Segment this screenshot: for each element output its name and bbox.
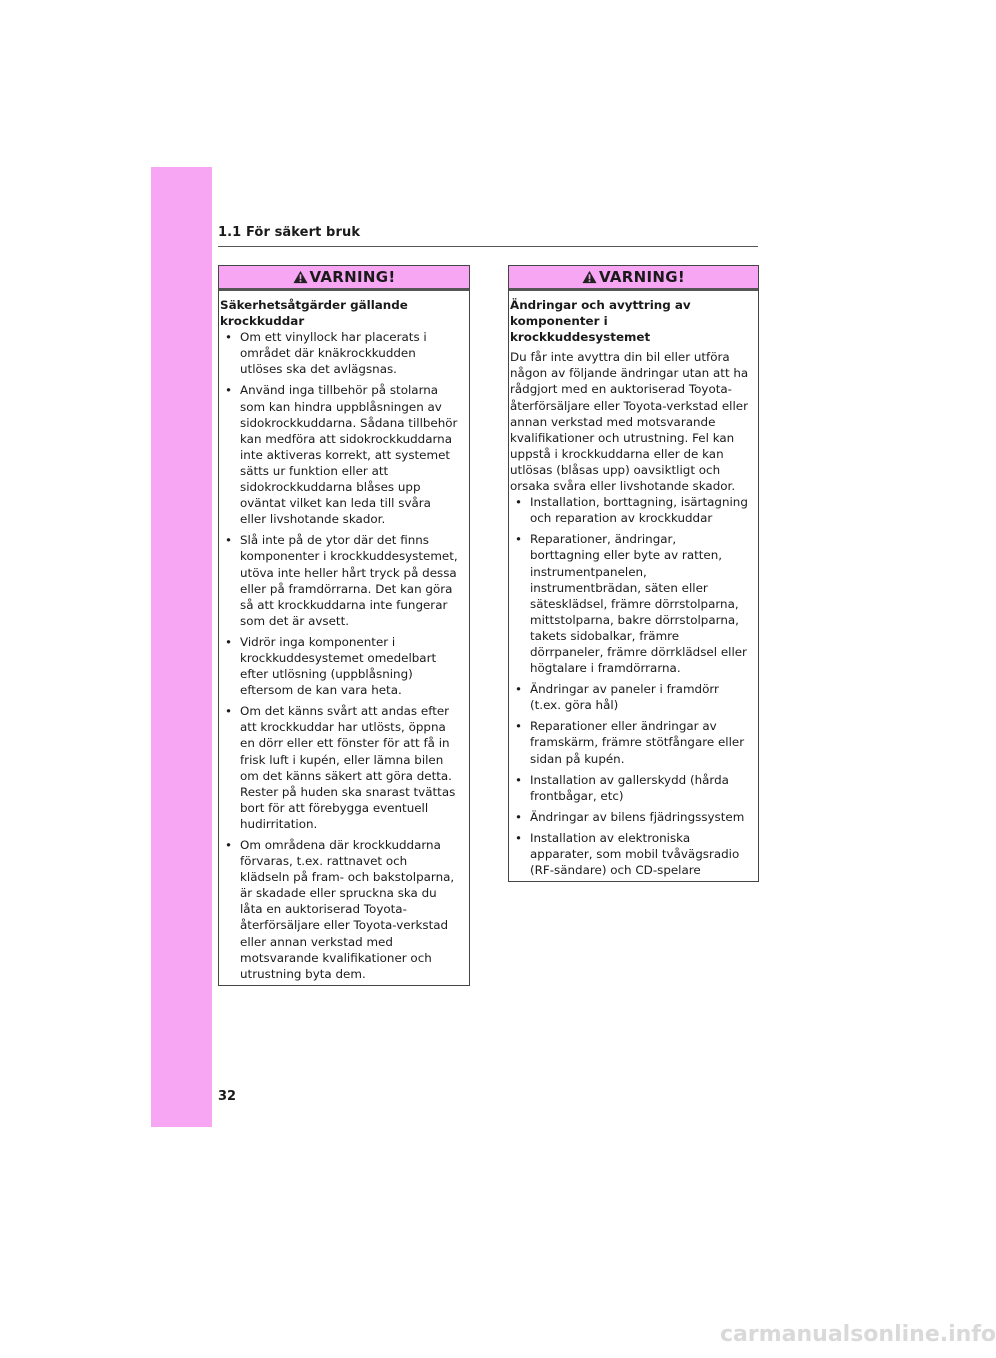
watermark-text: carmanualsonline.info xyxy=(720,1322,996,1347)
warning-bullet-list xyxy=(220,329,460,982)
list-item: • Om ett vinyllock har placerats i området där knäkrockkudden utlöses ska det avlägsnas. xyxy=(220,329,460,377)
warning-heading: Säkerhetsåtgärder gällande krockkuddar xyxy=(220,298,408,329)
warning-heading: Ändringar och avyttring av komponenter i krockkuddesystemet xyxy=(510,298,691,345)
left-warning-box xyxy=(218,265,470,986)
list-item: • Ändringar av paneler i framdörr (t.ex. göra hål) xyxy=(510,681,749,713)
warning-label: VARNING! xyxy=(309,268,396,286)
warning-triangle-icon xyxy=(293,270,308,284)
page-number: 32 xyxy=(218,1089,237,1104)
list-item: • Ändringar av bilens fjädringssystem xyxy=(510,809,749,825)
page-header xyxy=(218,224,758,247)
list-item: • Om det känns svårt att andas efter att krockkuddar har utlösts, öppna en dörr eller ett fönster för att få in frisk luft i kupén, eller lämna bilen om det känns säkert att göra detta. Rester på huden ska snarast tvättas bort för att förebygga eventuell hudirritation. xyxy=(220,703,460,832)
list-item: • Installation av gallerskydd (hårda frontbågar, etc) xyxy=(510,772,749,804)
list-item: • Installation av elektroniska apparater, som mobil tvåvägsradio (RF-sändare) och CD-spelare xyxy=(510,830,749,878)
list-item: • Installation, borttagning, isärtagning och reparation av krockkuddar xyxy=(510,494,749,526)
right-warning-box xyxy=(508,265,759,882)
warning-label: VARNING! xyxy=(599,268,685,286)
right-warning-body xyxy=(509,291,758,884)
list-item: • Reparationer, ändringar, borttagning eller byte av ratten, instrumentpanelen, instrumentbrädan, säten eller sätesklädsel, främre dörrstolparna, mittstolparna, bakre dörrstolparna, takets sidobalkar, främre dörrpaneler, främre dörrklädsel eller högtalare i framdörrarna. xyxy=(510,531,749,676)
list-item: • Slå inte på de ytor där det finns komponenter i krockkuddesystemet, utöva inte heller hårt tryck på dessa eller på framdörrarna. Det kan göra så att krockkuddarna inte fungerar som det är avsett. xyxy=(220,532,460,629)
list-item: • Reparationer eller ändringar av framskärm, främre stötfångare eller sidan på kupén. xyxy=(510,718,749,766)
list-item: • Använd inga tillbehör på stolarna som kan hindra uppblåsningen av sidokrockkuddarna. Sådana tillbehör kan medföra att sidokrockkuddarna inte aktiveras korrekt, att systemet sätts ur funktion eller att sidokrockkuddarna blåses upp oväntat vilket kan leda till svåra eller livshotande skador. xyxy=(220,382,460,527)
warning-paragraph: Du får inte avyttra din bil eller utföra någon av följande ändringar utan att ha rådgjort med en auktoriserad Toyota-återförsäljare eller Toyota-verkstad eller annan verkstad med motsvarande kvalifikationer och utrustning. Fel kan uppstå i krockkuddarna eller de kan utlösas (blåsas upp) oavsiktligt och orsaka svåra eller livshotande skador. xyxy=(510,350,749,494)
warning-bullet-list xyxy=(510,494,749,878)
left-warning-header xyxy=(219,266,469,291)
list-item: • Om områdena där krockkuddarna förvaras, t.ex. rattnavet och klädseln på fram- och bakstolparna, är skadade eller spruckna ska du låta en auktoriserad Toyota-återförsäljare eller Toyota-verkstad eller annan verkstad med motsvarande kvalifikationer och utrustning byta dem. xyxy=(220,837,460,982)
warning-triangle-icon xyxy=(582,270,597,284)
list-item: • Vidrör inga komponenter i krockkuddesystemet omedelbart efter utlösning (uppblåsning) eftersom de kan vara heta. xyxy=(220,634,460,698)
section-title: 1.1 För säkert bruk xyxy=(218,225,361,240)
left-warning-body xyxy=(219,291,469,988)
right-warning-header xyxy=(509,266,758,291)
chapter-side-band xyxy=(151,167,212,1127)
